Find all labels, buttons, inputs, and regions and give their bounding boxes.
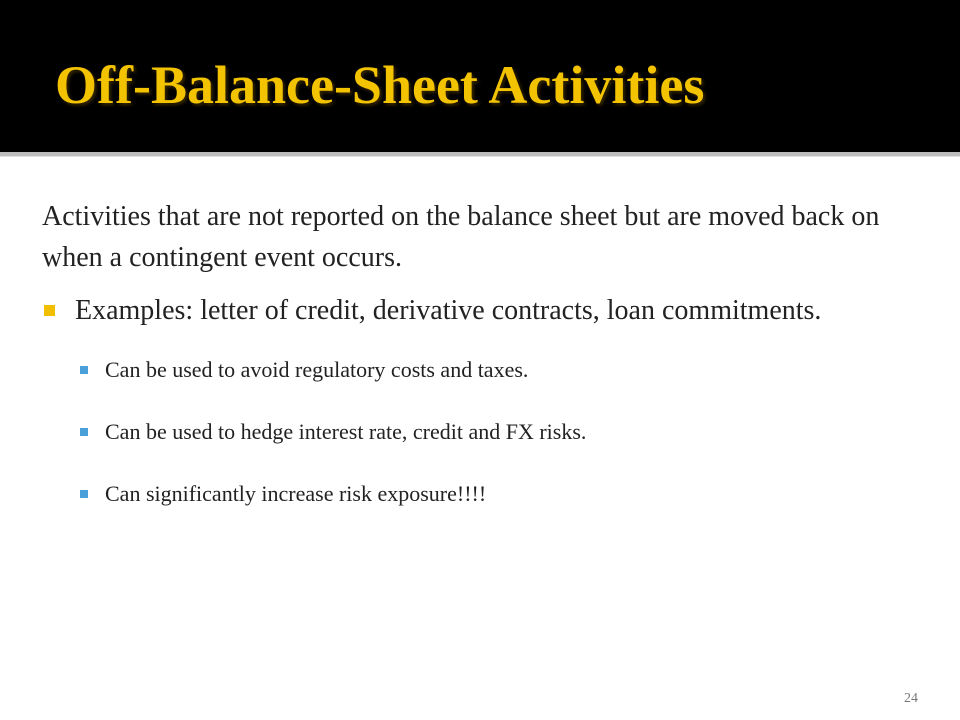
sub-bullet-text: Can be used to avoid regulatory costs and taxes. [105,357,529,382]
intro-paragraph: Activities that are not reported on the balance sheet but are moved back on when a contingent event occurs. [42,201,880,273]
page-number: 24 [904,691,918,706]
sub-bullet-text: Can significantly increase risk exposure!!!! [105,481,487,506]
square-bullet-icon [80,428,88,436]
sub-bullet-item [42,417,932,447]
square-bullet-icon [80,490,88,498]
bullet-item [42,290,932,331]
title-divider-shadow [0,156,960,157]
title-bar [0,0,960,152]
square-bullet-icon [80,366,88,374]
sub-bullet-text: Can be used to hedge interest rate, credit and FX risks. [105,419,587,444]
sub-bullet-item [42,355,932,385]
slide-body [42,196,932,509]
square-bullet-icon [44,305,55,316]
sub-bullet-item [42,479,932,509]
slide-title: Off-Balance-Sheet Activities [55,55,705,115]
bullet-text: Examples: letter of credit, derivative contracts, loan commitments. [75,295,822,326]
